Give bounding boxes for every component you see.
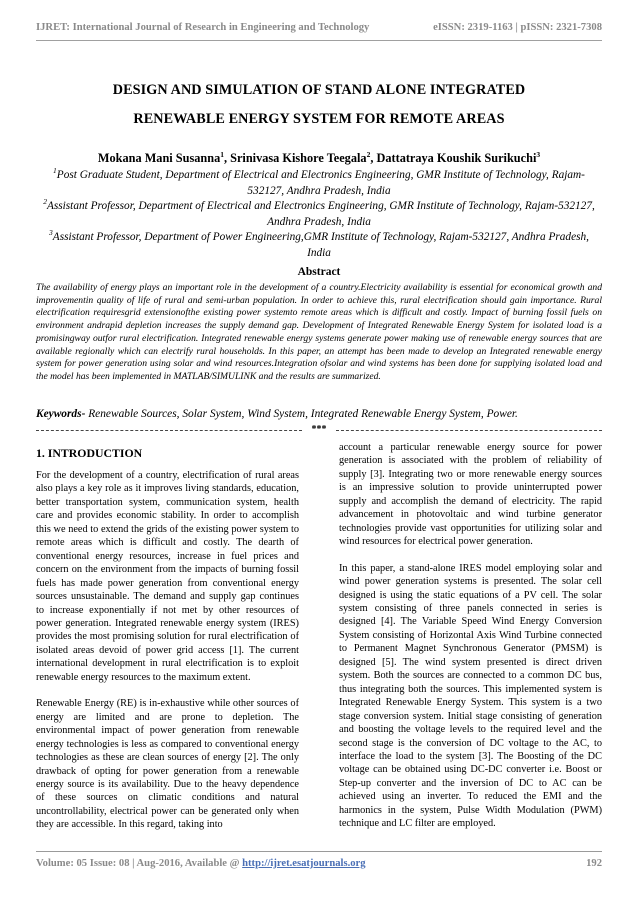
affiliation-2 bbox=[40, 199, 598, 230]
page-footer bbox=[36, 858, 602, 872]
right-column bbox=[339, 441, 602, 833]
affiliation-sup: 2 bbox=[43, 197, 47, 207]
body-paragraph: Renewable Energy (RE) is in-exhaustive while other sources of energy are limited and are prone to depletion. The environmental impact of power generation from renewable energy technologies is less as compared to conventional energy technologies as these are clean sources of energy [2]. The only drawback of opting for power generation from a renewable energy source is its availability. Due to the heavy dependence of these sources on climatic conditions and natural uncontrollability, electrical power can be generated only when they are accessible. In this regard, taking into bbox=[36, 698, 299, 831]
header-divider bbox=[36, 40, 602, 41]
affiliation-text: Post Graduate Student, Department of Electrical and Electronics Engineering, GMR Institute of Technology, Rajam-532127, Andhra Pradesh, India bbox=[56, 169, 585, 197]
title-line-1: DESIGN AND SIMULATION OF STAND ALONE INTEGRATED bbox=[112, 82, 526, 98]
author-separator: , bbox=[223, 151, 231, 165]
affiliation-1 bbox=[40, 168, 598, 199]
affiliation-text: Assistant Professor, Department of Power Engineering,GMR Institute of Technology, Rajam-532127, Andhra Pradesh, India bbox=[52, 231, 589, 259]
author-sup: 2 bbox=[366, 149, 371, 159]
author-name: Srinivasa Kishore Teegala bbox=[230, 151, 367, 165]
author-sup: 3 bbox=[536, 149, 541, 159]
affiliation-3 bbox=[40, 230, 598, 261]
running-header bbox=[36, 22, 602, 36]
keywords bbox=[36, 407, 602, 421]
journal-link[interactable]: http://ijret.esatjournals.org bbox=[242, 858, 366, 869]
author-separator: , bbox=[370, 151, 377, 165]
journal-name: IJRET: International Journal of Research in Engineering and Technology bbox=[36, 22, 370, 33]
abstract-heading: Abstract bbox=[297, 266, 341, 278]
volume-info: Volume: 05 Issue: 08 | Aug-2016, Available @ bbox=[36, 858, 243, 869]
separator-dash-right bbox=[336, 430, 602, 431]
footer-divider bbox=[36, 851, 602, 852]
author-list bbox=[36, 150, 602, 166]
body-paragraph: For the development of a country, electrification of rural areas also plays a key role as it improves living standards, education, better transportation system, communication system, health care and provides economic stability. In order to accomplish this we need to extend the grids of the existing power system to remote areas which is difficult and costly. The dearth of conventional energy resources, increase in fuel prices and concern on the environment from the impacts of burning fossil fuels has made power generation from conventional energy sources unsustainable. The demand and supply gap continues to increase exponentially if not met by other resources of power generation. Integrated renewable energy system (IRES) provides the most promising solution for rural electrification of isolated areas devoid of power grid access [1]. The current international development in rural electrification is to exploit renewable energy resources to the maximum extent. bbox=[36, 470, 299, 683]
affiliation-sup: 1 bbox=[53, 166, 57, 176]
separator-stars: *** bbox=[311, 425, 327, 435]
title-line-2: RENEWABLE ENERGY SYSTEM FOR REMOTE AREAS bbox=[133, 111, 505, 127]
body-paragraph: In this paper, a stand-alone IRES model employing solar and wind power generation systems is presented. The solar cell designed is using the static equations of a PV cell. The solar system consisting of three panels connected in series is designed [4]. The Variable Speed Wind Energy Conversion System consisting of Horizontal Axis Wind Turbine connected to Permanent Magnet Synchronous Generator (PMSM) is designed [5]. The wind system presented is direct driven system. Both the sources are connected to a common DC bus, thus integrating both the sources. This implemented system is Integrated Renewable Energy System. This system is a two stage conversion system. Initial stage consisting of generation and boosting the voltage levels to the required level and the second stage is the conversion of DC voltage to the AC, to interface the load to the system [3]. The Boosting of the DC voltage can be obtained using DC-DC converter i.e. Boost or Step-up converter and the inversion of DC to AC can be achieved using an inverter. To reduced the EMI and the harmonics in the system, Pulse Width Modulation (PWM) technique and LC filter are employed. bbox=[339, 562, 602, 830]
body-paragraph: account a particular renewable energy source for power generation is associated with the problem of reliability of supply [3]. Integrating two or more renewable energy sources is an impressive solution to provide uninterrupted power supply and accomplish the demand of electricity. The rapid advancement in photovoltaic and wind turbine generator technologies provide vast opportunities for utilizing solar and wind resources for electrical power generation. bbox=[339, 442, 602, 548]
affiliation-sup: 3 bbox=[49, 228, 53, 238]
page-number: 192 bbox=[586, 858, 602, 869]
affiliation-text: Assistant Professor, Department of Electrical and Electronics Engineering, GMR Institute of Technology, Rajam-532127, Andhra Pradesh, India bbox=[46, 200, 595, 228]
left-column bbox=[36, 441, 299, 833]
author-sup: 1 bbox=[220, 149, 224, 159]
abstract-body: The availability of energy plays an important role in the development of a country.Electricity availability is essential for economical growth and improvementin quality of life of rural and semi-urban population. In order to achieve this, rural electrification should gain importance. Rural electrification requiresgrid extensionofthe existing power systemto remote areas which is difficult and costly. Impact of burning fossil fuels on environment andrapid depletion increases the supply demand gap. Development of Integrated Renewable Energy System for isolated load is a promisingway outfor rural electrification. Integrated renewable energy systems generate power making use of renewable energy sources that are available regionally which can electrify rural households. In this paper, an attempt has been made to develop an Integrated renewable energy system for power generation using solar and wind resources.Integration ofsolar and wind systems has been done for supplying isolated load and the model has been implemented in MATLAB/SIMULINK and the results are summarized. bbox=[36, 282, 602, 382]
author-name: Dattatraya Koushik Surikuchi bbox=[376, 151, 537, 165]
keywords-label: Keywords- bbox=[36, 408, 86, 420]
section-heading: 1. INTRODUCTION bbox=[36, 446, 143, 460]
keywords-text: Renewable Sources, Solar System, Wind System, Integrated Renewable Energy System, Power. bbox=[85, 408, 518, 420]
issn-info: eISSN: 2319-1163 | pISSN: 2321-7308 bbox=[433, 22, 602, 33]
paper-title bbox=[36, 76, 602, 134]
author-name: Mokana Mani Susanna bbox=[97, 151, 221, 165]
section-separator bbox=[36, 425, 602, 437]
footer-info bbox=[36, 858, 366, 869]
